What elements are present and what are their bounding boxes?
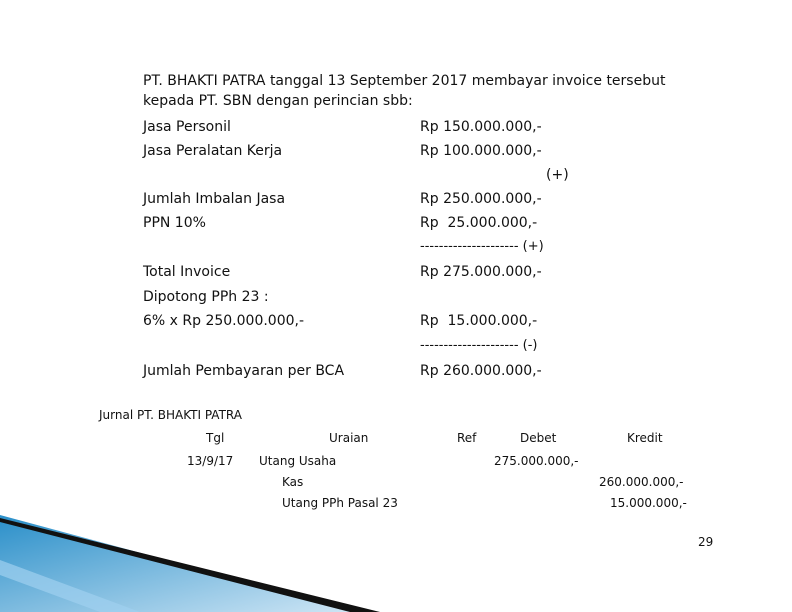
total-invoice-value: Rp 275.000.000,-: [420, 264, 542, 280]
jasa-peralatan-value: Rp 100.000.000,-: [420, 143, 542, 159]
plus-mark: (+): [546, 167, 569, 183]
journal-row-2-uraian: Kas: [282, 475, 304, 489]
journal-header-tgl: Tgl: [206, 431, 225, 445]
dash-line-plus: --------------------- (+): [420, 239, 544, 254]
journal-header-uraian: Uraian: [329, 431, 369, 445]
journal-row-3-uraian: Utang PPh Pasal 23: [282, 496, 398, 510]
intro-line-1: PT. BHAKTI PATRA tanggal 13 September 2017 membayar invoice tersebut: [143, 73, 666, 89]
jasa-personil-value: Rp 150.000.000,-: [420, 119, 542, 135]
journal-row-1-debet: 275.000.000,-: [494, 454, 579, 468]
dipotong-label: Dipotong PPh 23 :: [143, 289, 269, 305]
jasa-peralatan-label: Jasa Peralatan Kerja: [143, 143, 283, 159]
ppn-label: PPN 10%: [143, 215, 206, 231]
jumlah-imbalan-label: Jumlah Imbalan Jasa: [143, 191, 286, 207]
journal-row-1-uraian: Utang Usaha: [259, 454, 337, 468]
page-number: 29: [698, 535, 714, 549]
journal-header-kredit: Kredit: [627, 431, 663, 445]
ppn-value: Rp 25.000.000,-: [420, 215, 538, 231]
journal-title: Jurnal PT. BHAKTI PATRA: [99, 408, 242, 422]
jumlah-pembayaran-value: Rp 260.000.000,-: [420, 363, 542, 379]
jasa-personil-label: Jasa Personil: [143, 119, 231, 135]
journal-row-3-kredit: 15.000.000,-: [610, 496, 687, 510]
pph-calc-value: Rp 15.000.000,-: [420, 313, 538, 329]
journal-row-2-kredit: 260.000.000,-: [599, 475, 684, 489]
intro-line-2: kepada PT. SBN dengan perincian sbb:: [143, 93, 413, 109]
jumlah-imbalan-value: Rp 250.000.000,-: [420, 191, 542, 207]
journal-header-ref: Ref: [457, 431, 477, 445]
journal-header-debet: Debet: [520, 431, 557, 445]
jumlah-pembayaran-label: Jumlah Pembayaran per BCA: [143, 363, 345, 379]
journal-row-1-tgl: 13/9/17: [187, 454, 234, 468]
dash-line-minus: --------------------- (-): [420, 338, 538, 353]
pph-calc-label: 6% x Rp 250.000.000,-: [143, 313, 305, 329]
total-invoice-label: Total Invoice: [143, 264, 231, 280]
